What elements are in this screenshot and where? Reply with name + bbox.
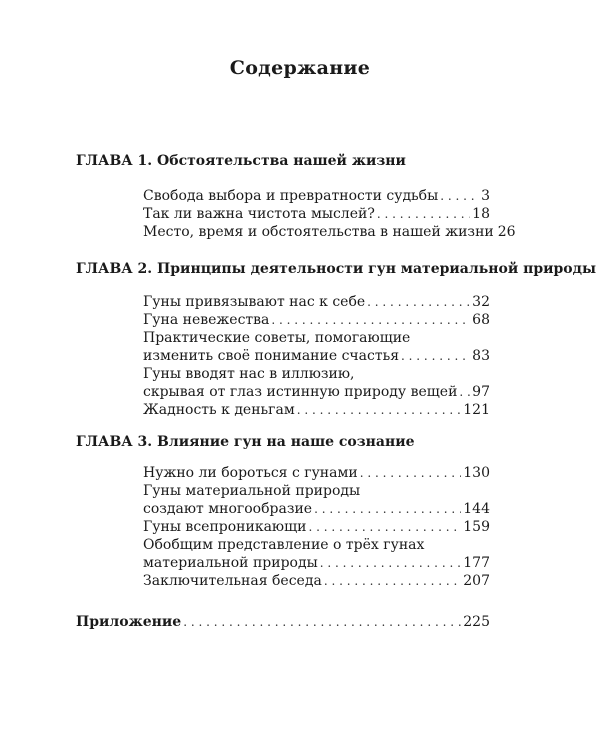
toc-entry-title: Так ли важна чистота мыслей? [143,206,375,222]
toc-page-number: 32 [472,294,490,310]
dot-leader [401,347,470,365]
toc-entry-title: Гуны всепроникающи [143,519,307,535]
toc-appendix[interactable] [76,613,490,631]
dot-leader [320,554,462,572]
toc-page-number: 207 [463,573,490,589]
toc-entry-title: Гуны привязывают нас к себе [143,294,366,310]
toc-entry[interactable] [143,401,490,419]
dot-leader [459,383,470,401]
toc-entry-title: Свобода выбора и превратности судьбы [143,188,439,204]
toc-entry-title: Гуна невежества [143,312,270,328]
toc-entry-title: создают многообразие [143,501,313,517]
toc-page-number: 97 [472,384,490,400]
dot-leader [367,293,470,311]
toc-page-number: 68 [472,312,490,328]
dot-leader [324,572,461,590]
toc-entry-title: Место, время и обстоятельства в нашей жизни [143,224,494,240]
toc-page-number: 159 [463,519,490,535]
toc-entry[interactable] [143,572,490,590]
toc-page-number: 83 [472,348,490,364]
toc-entry-title: изменить своё понимание счастья [143,348,400,364]
toc-entry[interactable] [143,536,490,572]
toc-entry-title: Жадность к деньгам [143,402,295,418]
dot-leader [308,518,461,536]
toc-page-number: 225 [463,614,490,630]
toc-entry-title: Нужно ли бороться с гунами [143,465,358,481]
toc-entry-title: Заключительная беседа [143,573,322,589]
toc-entry-title: Гуны вводят нас в иллюзию, [143,366,355,382]
toc-entry[interactable] [143,205,490,223]
toc-entry[interactable] [143,311,490,329]
toc-entry-title: Гуны материальной природы [143,483,361,499]
toc-entry-title: скрывая от глаз истинную природу вещей [143,384,458,400]
dot-leader [314,500,461,518]
toc-page-number: 121 [463,402,490,418]
chapter-3-heading: ГЛАВА 3. Влияние гун на наше сознание [76,434,415,450]
toc-entry-title: Практические советы, помогающие [143,330,411,346]
toc-entry[interactable] [143,482,490,518]
chapter-1-heading: ГЛАВА 1. Обстоятельства нашей жизни [76,153,406,169]
toc-page-number: 130 [463,465,490,481]
dot-leader [377,205,470,223]
toc-entry[interactable] [143,187,490,205]
toc-entry[interactable] [143,365,490,401]
dot-leader [440,187,479,205]
toc-page-number: 144 [463,501,490,517]
dot-leader [271,311,470,329]
appendix-label: Приложение [76,614,182,630]
toc-page-number: 26 [497,224,516,240]
toc-entry-title: материальной природы [143,555,318,571]
toc-entry[interactable] [143,329,490,365]
toc-entry[interactable] [143,464,490,482]
toc-page-number: 177 [463,555,490,571]
toc-entry[interactable] [143,293,490,311]
toc-entry[interactable] [143,518,490,536]
dot-leader [183,613,461,631]
dot-leader [360,464,462,482]
toc-entry[interactable] [143,223,516,241]
toc-entry-title: Обобщим представление о трёх гунах [143,537,425,553]
dot-leader [297,401,462,419]
toc-page-number: 3 [481,188,490,204]
chapter-2-heading: ГЛАВА 2. Принципы деятельности гун материальной природы [76,261,596,277]
page-title: Содержание [229,57,371,79]
toc-page-number: 18 [472,206,490,222]
